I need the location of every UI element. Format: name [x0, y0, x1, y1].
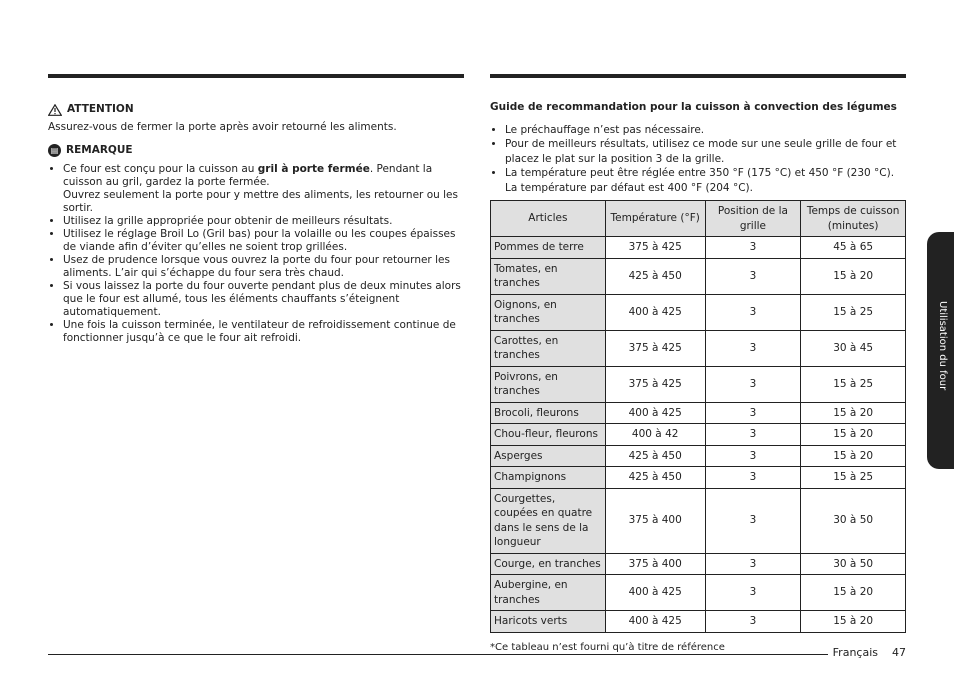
remarque-label: REMARQUE: [66, 144, 133, 156]
footnote: *Ce tableau n’est fourni qu’à titre de référence: [490, 641, 725, 653]
note-icon: ▤: [48, 144, 61, 157]
table-cell: 15 à 20: [801, 575, 906, 611]
table-row: [491, 258, 906, 294]
table-cell-item: Tomates, en tranches: [491, 258, 606, 294]
table-header-row: [491, 201, 906, 237]
table-cell: 30 à 50: [801, 553, 906, 575]
warning-icon: [48, 104, 62, 116]
list-item: • Si vous laissez la porte du four ouverte pendant plus de deux minutes alors que le four est allumé, tous les éléments chauffants s’éteignent automatiquement.: [63, 280, 464, 319]
table-cell: 425 à 450: [605, 445, 705, 467]
table-row: [491, 611, 906, 633]
table-cell-item: Chou-fleur, fleurons: [491, 424, 606, 446]
table-row: [491, 467, 906, 489]
table-cell: 425 à 450: [605, 467, 705, 489]
table-cell-item: Poivrons, en tranches: [491, 366, 606, 402]
table-row: [491, 294, 906, 330]
remarque-title: [48, 144, 464, 157]
list-item: • Le préchauffage n’est pas nécessaire.: [505, 123, 906, 138]
table-cell: 425 à 450: [605, 258, 705, 294]
table-cell-item: Pommes de terre: [491, 237, 606, 259]
guide-list: [490, 123, 906, 196]
column-header: Position de la grille: [705, 201, 801, 237]
table-cell: 30 à 45: [801, 330, 906, 366]
table-cell: 375 à 400: [605, 488, 705, 553]
page-number: 47: [892, 646, 906, 659]
table-cell: 375 à 425: [605, 366, 705, 402]
table-cell: 3: [705, 575, 801, 611]
table-cell: 3: [705, 258, 801, 294]
table-cell: 45 à 65: [801, 237, 906, 259]
table-cell: 3: [705, 237, 801, 259]
table-cell-item: Oignons, en tranches: [491, 294, 606, 330]
table-cell: 15 à 20: [801, 402, 906, 424]
table-cell: 15 à 25: [801, 366, 906, 402]
table-cell: 400 à 425: [605, 402, 705, 424]
attention-text: Assurez-vous de fermer la porte après avoir retourné les aliments.: [48, 121, 397, 133]
list-item: • Utilisez la grille appropriée pour obtenir de meilleurs résultats.: [63, 215, 464, 228]
column-header: Temps de cuisson (minutes): [801, 201, 906, 237]
table-cell: 3: [705, 402, 801, 424]
table-cell-item: Asperges: [491, 445, 606, 467]
bullet-bold-text: gril à porte fermée: [257, 163, 370, 175]
list-item: • Utilisez le réglage Broil Lo (Gril bas) pour la volaille ou les coupes épaisses de viande afin d’éviter qu’elles ne soient trop grillées.: [63, 228, 464, 254]
footer: [833, 646, 906, 659]
right-column: [490, 100, 906, 655]
list-item: • La température peut être réglée entre 350 °F (175 °C) et 450 °F (230 °C). La température par défaut est 400 °F (204 °C).: [505, 166, 906, 195]
table-cell: 3: [705, 424, 801, 446]
list-item: [63, 163, 464, 215]
section-heading: Guide de recommandation pour la cuisson à convection des légumes: [490, 101, 897, 113]
table-row: [491, 488, 906, 553]
table-cell: 3: [705, 467, 801, 489]
table-row: [491, 553, 906, 575]
attention-label: ATTENTION: [67, 103, 134, 115]
table-cell: 375 à 400: [605, 553, 705, 575]
footer-rule: [48, 654, 828, 655]
table-body: [491, 237, 906, 633]
table-cell: 15 à 20: [801, 424, 906, 446]
bullet-text: Ouvrez seulement la porte pour y mettre des aliments, les retourner ou les sortir.: [63, 189, 458, 214]
cooking-table: [490, 200, 906, 633]
table-cell: 3: [705, 553, 801, 575]
table-cell: 375 à 425: [605, 330, 705, 366]
list-item: • Une fois la cuisson terminée, le ventilateur de refroidissement continue de fonctionner jusqu’à ce que le four ait refroidi.: [63, 319, 464, 345]
table-cell-item: Aubergine, en tranches: [491, 575, 606, 611]
table-cell: 15 à 20: [801, 258, 906, 294]
table-cell: 3: [705, 488, 801, 553]
list-item: • Usez de prudence lorsque vous ouvrez la porte du four pour retourner les aliments. L’air qui s’échappe du four sera très chaud.: [63, 254, 464, 280]
right-top-rule: [490, 74, 906, 78]
bullet-text: . Pendant la cuisson au gril, gardez la porte fermée.: [63, 163, 433, 188]
table-row: [491, 445, 906, 467]
side-tab-label: Utilisation du four: [937, 301, 948, 391]
table-cell-item: Brocoli, fleurons: [491, 402, 606, 424]
table-cell: 400 à 42: [605, 424, 705, 446]
table-cell: 3: [705, 445, 801, 467]
table-cell: 15 à 20: [801, 611, 906, 633]
remarque-list: [48, 163, 464, 345]
table-row: [491, 237, 906, 259]
table-cell-item: Haricots verts: [491, 611, 606, 633]
table-row: [491, 575, 906, 611]
table-cell: 15 à 25: [801, 294, 906, 330]
table-cell: 400 à 425: [605, 575, 705, 611]
table-cell: 375 à 425: [605, 237, 705, 259]
table-cell: 30 à 50: [801, 488, 906, 553]
table-row: [491, 330, 906, 366]
bullet-text: Ce four est conçu pour la cuisson au: [63, 163, 258, 175]
table-cell: 3: [705, 611, 801, 633]
attention-title: [48, 103, 464, 116]
list-item: • Pour de meilleurs résultats, utilisez ce mode sur une seule grille de four et placez le plat sur la position 3 de la grille.: [505, 137, 906, 166]
table-cell: 3: [705, 330, 801, 366]
table-cell: 400 à 425: [605, 611, 705, 633]
table-cell: 3: [705, 366, 801, 402]
table-row: [491, 424, 906, 446]
table-cell: 400 à 425: [605, 294, 705, 330]
table-cell-item: Courgettes, coupées en quatre dans le sens de la longueur: [491, 488, 606, 553]
column-header: Articles: [491, 201, 606, 237]
column-header: Température (°F): [605, 201, 705, 237]
table-cell-item: Carottes, en tranches: [491, 330, 606, 366]
table-cell-item: Champignons: [491, 467, 606, 489]
table-row: [491, 402, 906, 424]
table-cell: 15 à 20: [801, 445, 906, 467]
table-cell: 15 à 25: [801, 467, 906, 489]
left-top-rule: [48, 74, 464, 78]
left-column: [48, 103, 464, 345]
table-row: [491, 366, 906, 402]
footer-language: Français: [832, 646, 878, 659]
table-cell-item: Courge, en tranches: [491, 553, 606, 575]
table-cell: 3: [705, 294, 801, 330]
